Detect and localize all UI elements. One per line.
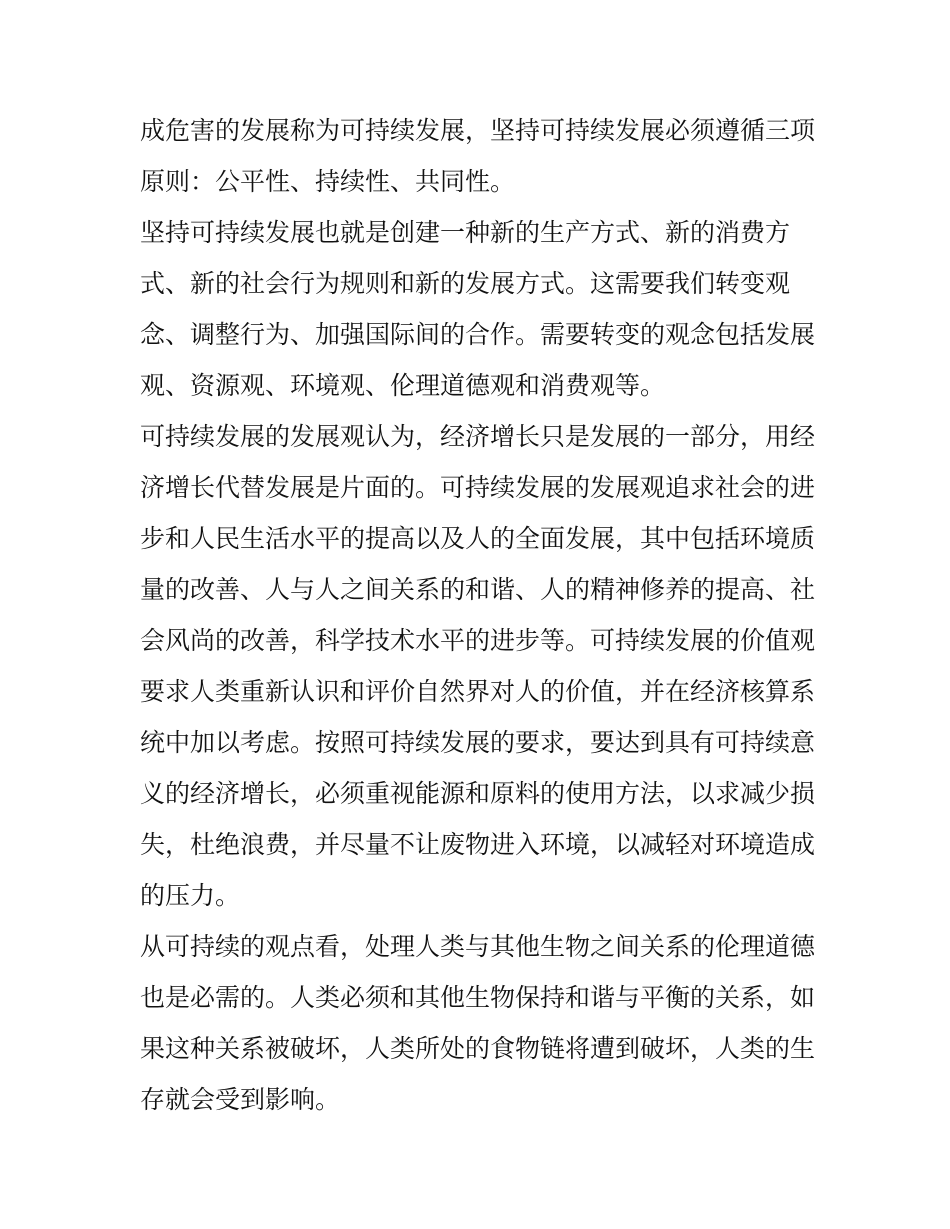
text-line: 义的经济增长，必须重视能源和原料的使用方法，以求减少损	[140, 779, 816, 808]
document-body	[140, 105, 820, 1125]
text-line: 果这种关系被破坏，人类所处的食物链将遭到破坏，人类的生	[140, 1034, 816, 1063]
text-line: 存就会受到影响。	[140, 1085, 341, 1114]
text-line: 式、新的社会行为规则和新的发展方式。这需要我们转变观	[140, 269, 791, 298]
text-line: 从可持续的观点看，处理人类与其他生物之间关系的伦理道德	[140, 932, 816, 961]
paragraph-3	[140, 411, 820, 921]
text-line: 的压力。	[140, 881, 241, 910]
text-line: 念、调整行为、加强国际间的合作。需要转变的观念包括发展	[140, 320, 816, 349]
text-line: 成危害的发展称为可持续发展，坚持可持续发展必须遵循三项	[140, 116, 816, 145]
text-line: 会风尚的改善，科学技术水平的进步等。可持续发展的价值观	[140, 626, 816, 655]
paragraph-4	[140, 921, 820, 1125]
text-line: 量的改善、人与人之间关系的和谐、人的精神修养的提高、社	[140, 575, 816, 604]
text-line: 失，杜绝浪费，并尽量不让废物进入环境，以减轻对环境造成	[140, 830, 816, 859]
text-line: 可持续发展的发展观认为，经济增长只是发展的一部分，用经	[140, 422, 816, 451]
text-line: 观、资源观、环境观、伦理道德观和消费观等。	[140, 371, 666, 400]
text-line: 坚持可持续发展也就是创建一种新的生产方式、新的消费方	[140, 218, 791, 247]
text-line: 也是必需的。人类必须和其他生物保持和谐与平衡的关系，如	[140, 983, 816, 1012]
text-line: 济增长代替发展是片面的。可持续发展的发展观追求社会的进	[140, 473, 816, 502]
paragraph-1	[140, 105, 820, 207]
text-line: 步和人民生活水平的提高以及人的全面发展，其中包括环境质	[140, 524, 816, 553]
text-line: 统中加以考虑。按照可持续发展的要求，要达到具有可持续意	[140, 728, 816, 757]
paragraph-2	[140, 207, 820, 411]
text-line: 原则：公平性、持续性、共同性。	[140, 167, 516, 196]
text-line: 要求人类重新认识和评价自然界对人的价值，并在经济核算系	[140, 677, 816, 706]
